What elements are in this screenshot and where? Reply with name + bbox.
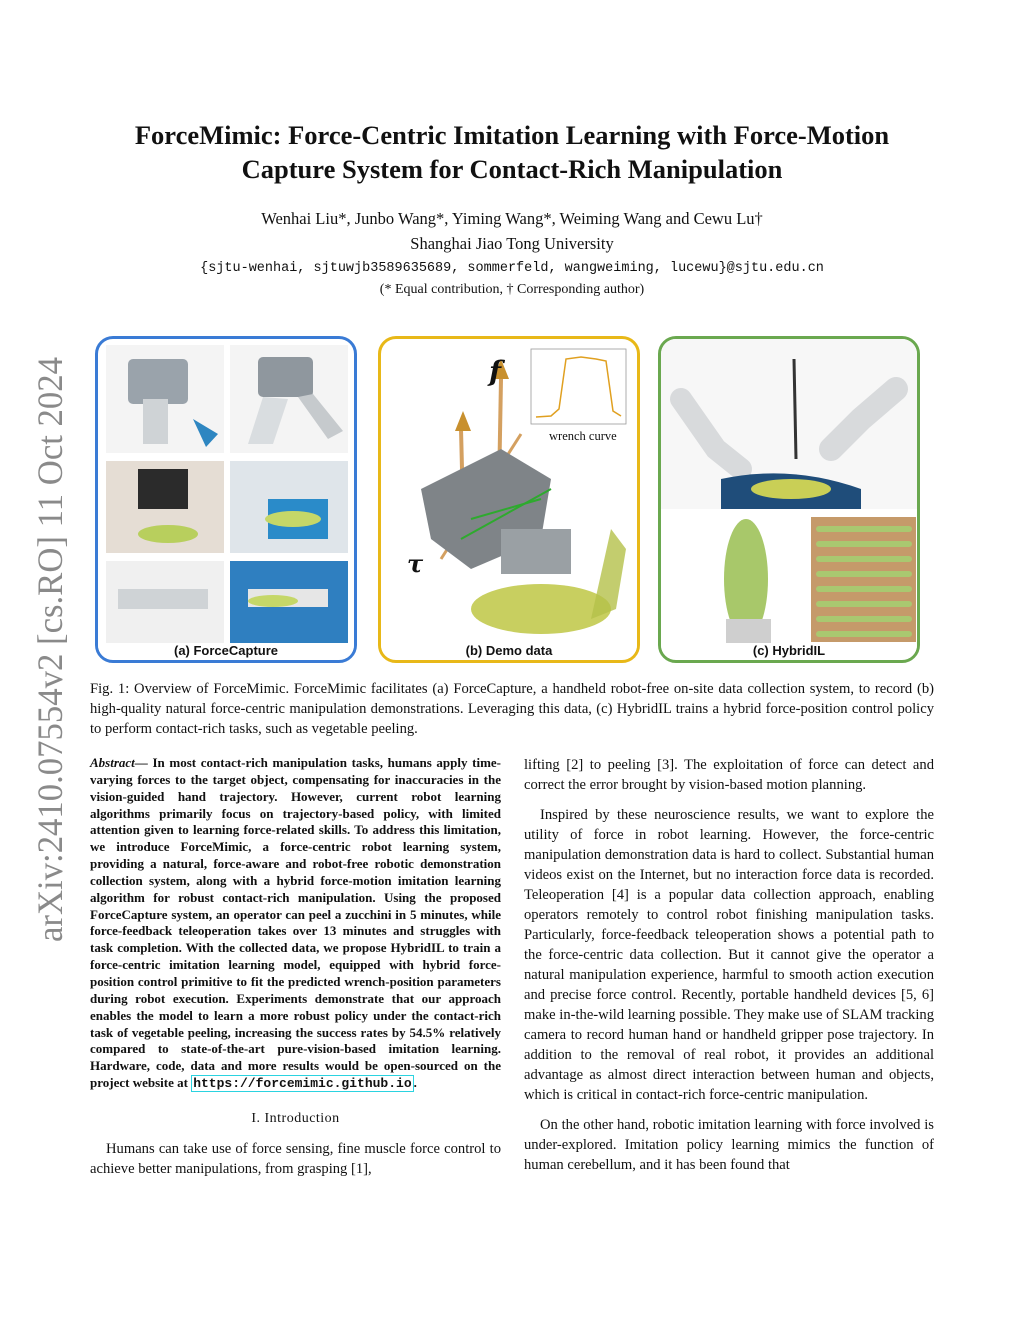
- figure-caption: Fig. 1: Overview of ForceMimic. ForceMimic facilitates (a) ForceCapture, a handheld robot-free on-site data collection system, to record (b) high-quality natural force-centric manipulation demonstrations. Leveraging this data, (c) HybridIL trains a hybrid force-position control policy to perform contact-rich tasks, such as vegetable peeling.: [90, 681, 934, 737]
- left-column: [90, 755, 501, 1179]
- force-symbol: f: [489, 355, 502, 388]
- authors: Wenhai Liu*, Junbo Wang*, Yiming Wang*, Weiming Wang and Cewu Lu†: [261, 209, 763, 228]
- section-heading-introduction: I. Introduction: [251, 1110, 340, 1126]
- torque-symbol: τ: [407, 549, 424, 578]
- abstract: Abstract— In most contact-rich manipulation tasks, humans apply time-varying forces to the target object, compensating for inaccuracies in the vision-guided hand trajectory. However, current robot learning algorithms primarily focus on trajectory-based policy, with limited attention given to learning force-related skills. To address this limitation, we introduce ForceMimic, a force-centric robot learning system, providing a natural, force-aware and robot-free robotic demonstration collection system, along with a hybrid force-motion imitation learning algorithm for robust contact-rich manipulation. Using the proposed ForceCapture system, an operator can peel a zucchini in 5 minutes, while force-feedback teleoperation takes over 13 minutes and struggles with task completion. With the collected data, we propose HybridIL to train a force-centric imitation learning model, equipped with hybrid force-position control primitive to fit the predicted wrench-position parameters during robot execution. Experiments demonstrate that our approach enables the model to learn a more robust policy under the contact-rich task of vegetable peeling, increasing the success rates by 54.5% relatively compared to state-of-the-art pure-vision-based imitation learning. Hardware, code, data and more results would be open-sourced on the project website at https://forcemimic.github.io .: [90, 755, 501, 1092]
- abstract-heading: Abstract: [90, 755, 135, 770]
- demo-data-illustration: [381, 339, 640, 663]
- panel-demo-data: [378, 336, 640, 663]
- right-paragraph-0: lifting [2] to peeling [3]. The exploitation of force can detect and correct the error brought by vision-based motion planning.: [524, 757, 934, 793]
- right-paragraph-1: Inspired by these neuroscience results, we want to explore the utility of force in robot learning. However, the force-centric manipulation demonstration data is hard to collect. Substantial human videos exist on the Internet, but no interaction force data is recorded. Teleoperation [4] is a popular data collection approach, enabling operators remotely to control robot finishing manipulation tasks. Particularly, force-feedback teleoperation shows a potential path to the force-centric data collection. But it cannot give the operator a natural manipulation experience, harmful to smooth action execution and precise force control. Recently, portable handheld devices [5, 6] make in-the-wild learning possible. They make use of SLAM tracking camera to record human hand or handheld gripper pose trajectory. In addition to the removal of real robot, it provides an additional advantage as almost direct interaction between human and objects, which is critical in contact-rich force-centric manipulation.: [524, 807, 934, 1103]
- panel-b-label: (b) Demo data: [381, 643, 637, 658]
- affiliation: Shanghai Jiao Tong University: [410, 234, 614, 253]
- panel-a-label: (a) ForceCapture: [98, 643, 354, 658]
- intro-paragraph-1: Humans can take use of force sensing, fine muscle force control to achieve better manipulations, from grasping [1],: [90, 1140, 501, 1177]
- email-list: {sjtu-wenhai, sjtuwjb3589635689, sommerfeld, wangweiming, lucewu}@sjtu.edu.cn: [200, 261, 824, 276]
- contribution-note: (* Equal contribution, † Corresponding author): [379, 282, 645, 297]
- arxiv-stamp: [14, 352, 74, 952]
- paper-title: ForceMimic: Force-Centric Imitation Learning with Force-Motion Capture System for Contact-Rich Manipulation: [134, 120, 890, 184]
- arxiv-id: arXiv:2410.07554v2 [cs.RO] 11 Oct 2024: [30, 352, 70, 942]
- panel-hybridil: [658, 336, 920, 663]
- forcecapture-illustration: [98, 339, 357, 663]
- right-column: [524, 755, 934, 1175]
- figure-1: [95, 336, 933, 668]
- panel-c-label: (c) HybridIL: [661, 643, 917, 658]
- abstract-text: In most contact-rich manipulation tasks, humans apply time-varying forces to the target object, compensating for inaccuracies in the vision-guided hand trajectory. However, current robot learning algorithms primarily focus on trajectory-based policy, with limited attention given to learning force-related skills. To address this limitation, we introduce ForceMimic, a force-centric robot learning system, providing a natural, force-aware and robot-free robotic demonstration collection system, along with a hybrid force-motion imitation learning algorithm for robust contact-rich manipulation. Using the proposed ForceCapture system, an operator can peel a zucchini in 5 minutes, while force-feedback teleoperation takes over 13 minutes and struggles with task completion. With the collected data, we propose HybridIL to train a force-centric imitation learning model, equipped with hybrid force-position control primitive to fit the predicted wrench-position parameters during robot execution. Experiments demonstrate that our approach enables the model to learn a more robust policy under the contact-rich task of vegetable peeling, increasing the success rates by 54.5% relatively compared to state-of-the-art pure-vision-based imitation learning. Hardware, code, data and more results would be open-sourced on the project website at: [90, 755, 501, 1091]
- hybridil-illustration: [661, 339, 920, 663]
- right-paragraph-2: On the other hand, robotic imitation learning with force involved is under-explored. Imitation policy learning mimics the function of human cerebellum, and it has been found that: [524, 1117, 934, 1173]
- emails: [100, 259, 924, 276]
- project-url-link[interactable]: https://forcemimic.github.io: [193, 1076, 412, 1092]
- wrench-curve-label: wrench curve: [549, 429, 617, 443]
- panel-forcecapture: [95, 336, 357, 663]
